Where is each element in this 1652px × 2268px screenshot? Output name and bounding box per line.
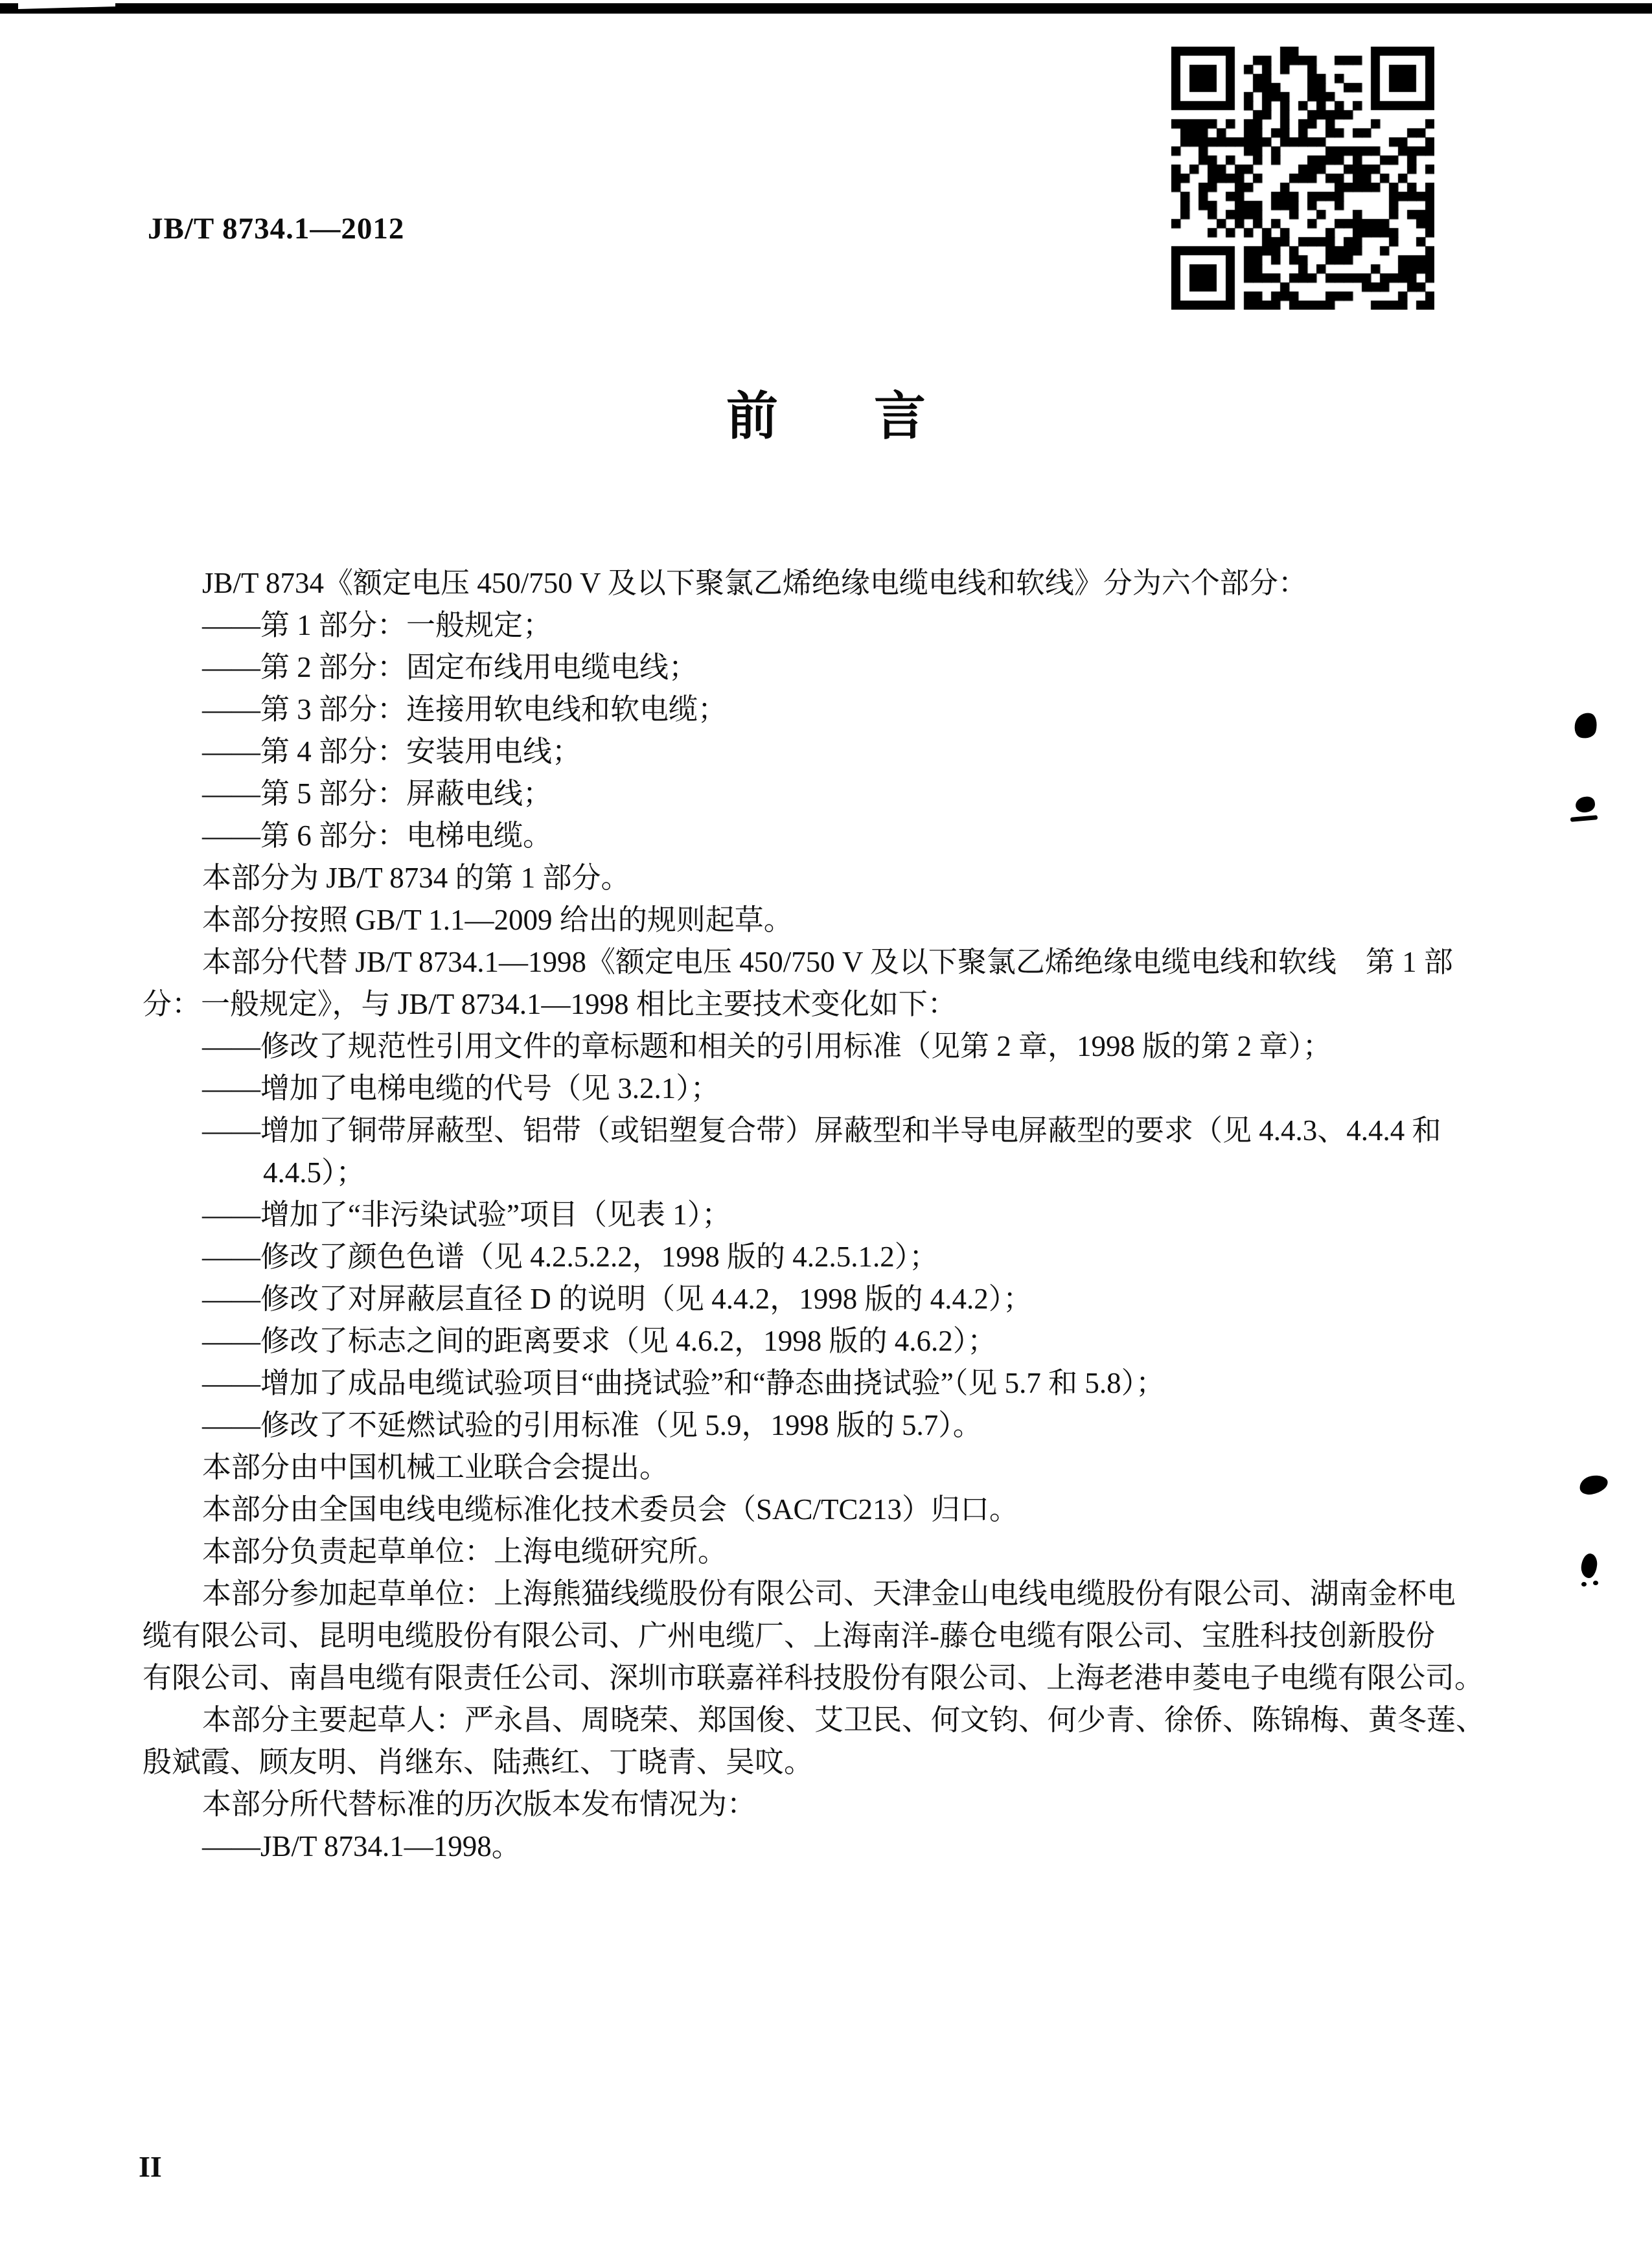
body-line: JB/T 8734《额定电压 450/750 V 及以下聚氯乙烯绝缘电缆电线和软线》分为六个部分： — [202, 567, 1307, 599]
body-line: ——第 6 部分：电梯电缆。 — [202, 819, 553, 852]
body-line: 分：一般规定》，与 JB/T 8734.1—1998 相比主要技术变化如下： — [143, 988, 957, 1020]
body-line: 本部分为 JB/T 8734 的第 1 部分。 — [202, 862, 630, 894]
body-line: 本部分所代替标准的历次版本发布情况为： — [202, 1788, 757, 1820]
page-number: II — [139, 2150, 162, 2183]
standard-number: JB/T 8734.1—2012 — [148, 212, 405, 246]
body-line: ——修改了标志之间的距离要求（见 4.6.2，1998 版的 4.6.2）； — [202, 1325, 997, 1357]
body-line: ——增加了成品电缆试验项目“曲挠试验”和“静态曲挠试验”（见 5.7 和 5.8）； — [202, 1367, 1165, 1399]
ink-speck — [1581, 1582, 1587, 1586]
body-line: 本部分参加起草单位：上海熊猫线缆股份有限公司、天津金山电线电缆股份有限公司、湖南金杯电 — [202, 1577, 1456, 1610]
ink-speck — [1593, 1581, 1598, 1585]
body-line: ——修改了对屏蔽层直径 D 的说明（见 4.4.2，1998 版的 4.4.2）； — [202, 1283, 1033, 1315]
body-line: ——第 1 部分：一般规定； — [202, 609, 553, 641]
qr-code — [1171, 47, 1434, 310]
body-line: ——JB/T 8734.1—1998。 — [202, 1830, 521, 1862]
body-line: ——第 5 部分：屏蔽电线； — [202, 777, 553, 810]
body-line: ——第 4 部分：安装用电线； — [202, 735, 582, 768]
body-line: ——第 2 部分：固定布线用电缆电线； — [202, 651, 698, 683]
foreword-body — [143, 562, 1633, 1868]
page-title-char-2: 言 — [874, 387, 926, 445]
body-line: 本部分按照 GB/T 1.1—2009 给出的规则起草。 — [202, 904, 793, 936]
body-line: 有限公司、南昌电缆有限责任公司、深圳市联嘉祥科技股份有限公司、上海老港申菱电子电缆有限公司。 — [143, 1662, 1484, 1694]
body-line: ——增加了“非污染试验”项目（见表 1）； — [202, 1198, 731, 1231]
body-line: 本部分由中国机械工业联合会提出。 — [202, 1451, 669, 1483]
body-line: 殷斌霞、顾友明、肖继东、陆燕红、丁晓青、吴呅。 — [143, 1746, 814, 1778]
body-line: 缆有限公司、昆明电缆股份有限公司、广州电缆厂、上海南洋-藤仓电缆有限公司、宝胜科技创新股份 — [143, 1620, 1435, 1652]
scan-artifact-top-bar — [0, 3, 1652, 14]
body-line: ——修改了颜色色谱（见 4.2.5.2.2，1998 版的 4.2.5.1.2）； — [202, 1241, 939, 1273]
page-title — [0, 374, 1652, 449]
body-line: ——第 3 部分：连接用软电线和软电缆； — [202, 693, 728, 726]
body-line: 本部分主要起草人：严永昌、周晓荣、郑国俊、艾卫民、何文钧、何少青、徐侨、陈锦梅、黄冬莲、 — [202, 1704, 1486, 1736]
body-line: 本部分代替 JB/T 8734.1—1998《额定电压 450/750 V 及以下聚氯乙烯绝缘电缆电线和软线 第 1 部 — [202, 946, 1453, 978]
body-line: ——增加了电梯电缆的代号（见 3.2.1）； — [202, 1072, 720, 1105]
body-line: ——增加了铜带屏蔽型、铝带（或铝塑复合带）屏蔽型和半导电屏蔽型的要求（见 4.4.3、4.4.4 和 — [202, 1114, 1441, 1147]
body-line: 4.4.5）； — [263, 1156, 365, 1189]
body-line: ——修改了不延燃试验的引用标准（见 5.9，1998 版的 5.7）。 — [202, 1409, 982, 1441]
page-title-char-1: 前 — [726, 387, 778, 445]
body-line: 本部分由全国电线电缆标准化技术委员会（SAC/TC213）归口。 — [202, 1493, 1019, 1526]
body-line: 本部分负责起草单位：上海电缆研究所。 — [202, 1535, 728, 1568]
body-line: ——修改了规范性引用文件的章标题和相关的引用标准（见第 2 章，1998 版的第 2 章）； — [202, 1030, 1332, 1062]
